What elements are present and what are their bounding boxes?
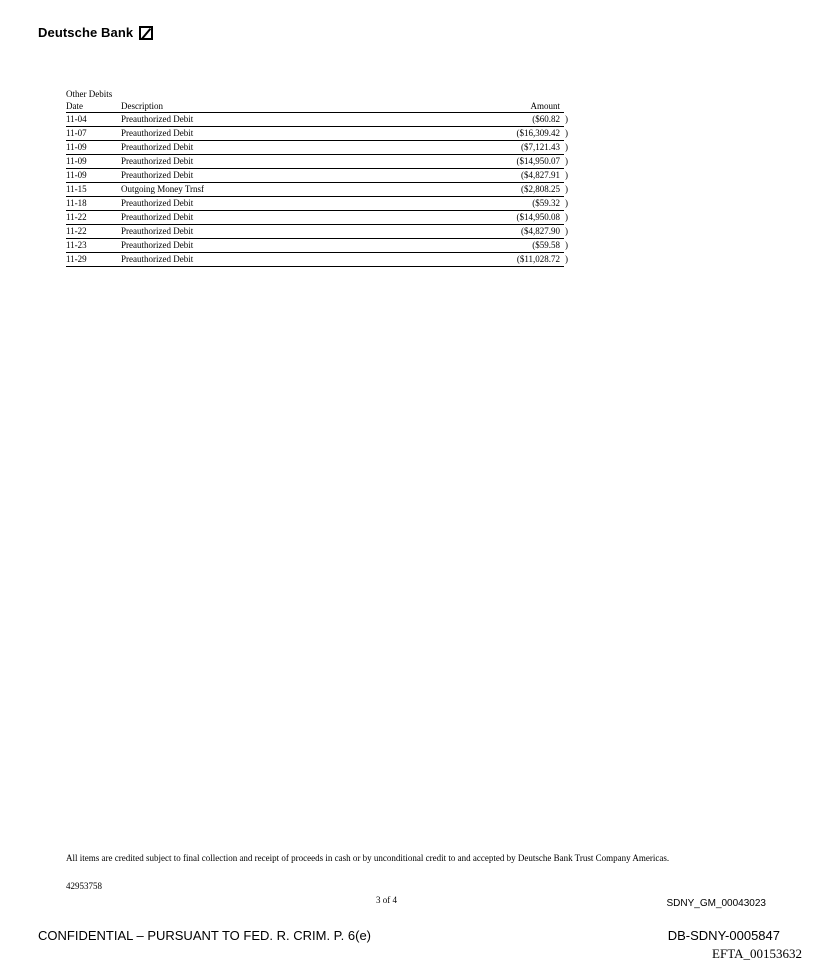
table-row — [66, 225, 568, 239]
amount-value: ($14,950.08 — [516, 212, 560, 222]
table-row — [66, 141, 568, 155]
collection-disclaimer: All items are credited subject to final collection and receipt of proceeds in cash or by unconditional credit to and accepted by Deutsche Bank Trust Company Americas. — [66, 853, 670, 863]
row-description: Preauthorized Debit — [121, 212, 194, 222]
amount-value: ($16,309.42 — [516, 128, 560, 138]
amount-value: ($7,121.43 — [521, 142, 560, 152]
amount-close-paren: ) — [565, 114, 568, 124]
table-row — [66, 127, 568, 141]
amount-value: ($11,028.72 — [516, 254, 560, 264]
table-row — [66, 239, 568, 253]
row-description: Preauthorized Debit — [121, 240, 194, 250]
amount-close-paren: ) — [565, 156, 568, 166]
table-row — [66, 253, 568, 267]
table-row — [66, 169, 568, 183]
amount-value: ($59.32 — [532, 198, 560, 208]
amount-value: ($14,950.07 — [516, 156, 560, 166]
row-amount — [321, 113, 568, 126]
table-header — [66, 100, 564, 113]
table-row — [66, 197, 568, 211]
amount-value: ($60.82 — [532, 114, 560, 124]
bates-number-db: DB-SDNY-0005847 — [667, 928, 780, 943]
amount-close-paren: ) — [565, 240, 568, 250]
amount-close-paren: ) — [565, 212, 568, 222]
row-date: 11-15 — [66, 184, 87, 194]
confidentiality-legend: CONFIDENTIAL – PURSUANT TO FED. R. CRIM. P. 6(e) — [38, 928, 372, 943]
row-description: Preauthorized Debit — [121, 114, 194, 124]
row-description: Preauthorized Debit — [121, 198, 194, 208]
row-date: 11-23 — [66, 240, 87, 250]
amount-close-paren: ) — [565, 226, 568, 236]
table-row — [66, 183, 568, 197]
row-date: 11-18 — [66, 198, 87, 208]
amount-value: ($2,808.25 — [521, 184, 560, 194]
row-amount — [321, 211, 568, 224]
table-row — [66, 155, 568, 169]
amount-value: ($59.58 — [532, 240, 560, 250]
row-date: 11-22 — [66, 226, 87, 236]
row-amount — [321, 141, 568, 154]
row-date: 11-22 — [66, 212, 87, 222]
row-amount — [321, 183, 568, 196]
amount-close-paren: ) — [565, 142, 568, 152]
row-amount — [321, 127, 568, 140]
row-date: 11-09 — [66, 142, 87, 152]
bank-logo — [38, 25, 153, 40]
row-description: Outgoing Money Trnsf — [121, 184, 205, 194]
row-description: Preauthorized Debit — [121, 156, 194, 166]
row-amount — [321, 239, 568, 252]
row-description: Preauthorized Debit — [121, 254, 194, 264]
row-description: Preauthorized Debit — [121, 170, 194, 180]
table-row — [66, 113, 568, 127]
efta-number: EFTA_00153632 — [712, 946, 802, 961]
amount-close-paren: ) — [565, 184, 568, 194]
page-number: 3 of 4 — [376, 895, 397, 905]
row-date: 11-09 — [66, 170, 87, 180]
amount-close-paren: ) — [565, 198, 568, 208]
row-date: 11-29 — [66, 254, 87, 264]
row-amount — [321, 253, 568, 266]
description-column-header: Description — [121, 101, 163, 111]
row-date: 11-04 — [66, 114, 87, 124]
row-description: Preauthorized Debit — [121, 128, 194, 138]
amount-column-header: Amount — [530, 101, 560, 111]
row-date: 11-07 — [66, 128, 87, 138]
account-number: 42953758 — [66, 881, 102, 891]
amount-close-paren: ) — [565, 254, 568, 264]
row-amount — [321, 169, 568, 182]
section-title: Other Debits — [66, 89, 113, 99]
amount-close-paren: ) — [565, 128, 568, 138]
row-date: 11-09 — [66, 156, 87, 166]
other-debits-table — [66, 88, 568, 267]
amount-value: ($4,827.90 — [521, 226, 560, 236]
date-column-header: Date — [66, 101, 83, 111]
amount-value: ($4,827.91 — [521, 170, 560, 180]
bank-name: Deutsche Bank — [38, 25, 134, 40]
row-amount — [321, 225, 568, 238]
amount-close-paren: ) — [565, 170, 568, 180]
row-amount — [321, 155, 568, 168]
row-description: Preauthorized Debit — [121, 226, 194, 236]
row-description: Preauthorized Debit — [121, 142, 194, 152]
deutsche-bank-slash-icon — [139, 26, 153, 40]
row-amount — [321, 197, 568, 210]
bates-number-sdny-gm: SDNY_GM_00043023 — [666, 898, 766, 909]
table-row — [66, 211, 568, 225]
